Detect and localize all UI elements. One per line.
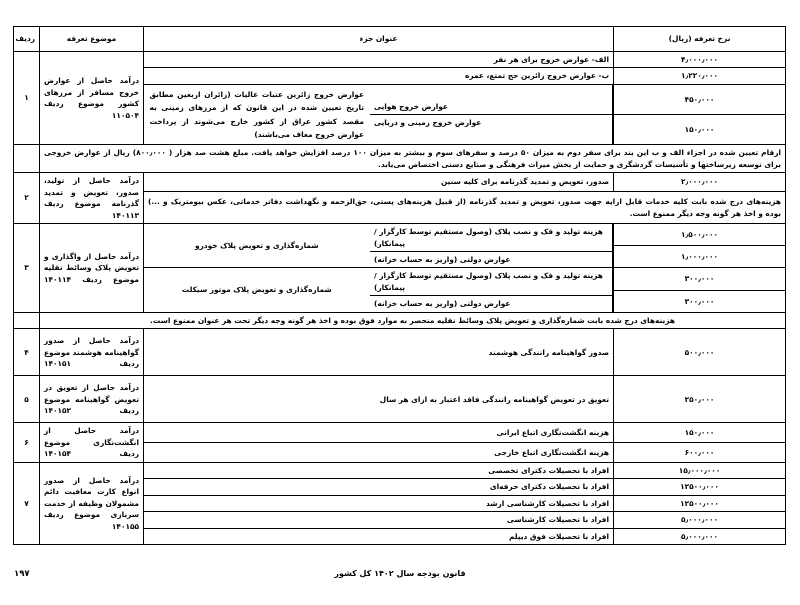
table-row (14, 224, 786, 246)
row-number-cell: ۵ (14, 376, 40, 423)
table-row (14, 423, 786, 443)
footer-page-number: ۱۹۷ (14, 569, 30, 579)
item-title-cell: هزینه انگشت‌نگاری اتباع خارجی (144, 443, 614, 463)
table-header (14, 27, 786, 52)
rate-cell: ۱٫۲۲۰٫۰۰۰ (614, 68, 786, 84)
rate-cell: ۲٫۰۰۰٫۰۰۰ (614, 173, 786, 192)
split-label: شماره‌گذاری و تعویض پلاک موتور سیکلت (181, 285, 332, 295)
row-note-cell: هزینه‌های درج شده بابت شماره‌گذاری و تعویض پلاک وسائط نقلیه منحصر به موارد فوق بوده و اخذ هر گونه وجه دیگر تحت هر عنوان ممنوع است. (40, 312, 786, 328)
split-container (144, 85, 614, 144)
split-container (144, 268, 614, 311)
split-subitem: هزینه تولید و فک و نصب پلاک (وصول مستقیم توسط کارگزار /پیمانکار) (374, 227, 603, 248)
rate-cell: ۱۵۰٫۰۰۰ (614, 115, 786, 145)
table-body (14, 52, 786, 545)
row-number-cell: ۱ (14, 52, 40, 145)
split-subitems (370, 268, 613, 311)
table-note-row (14, 312, 786, 328)
row-number-cell: ۷ (14, 462, 40, 544)
item-title-cell: افراد با تحصیلات فوق دیپلم (144, 528, 614, 544)
tariff-subject-cell: درآمد حاصل از عوارض خروج مسافر از مرزهای کشور موضوع ردیف ۱۱۰۵۰۴ (40, 52, 144, 145)
split-subitem: هزینه تولید و فک و نصب پلاک (وصول مستقیم توسط کارگزار /پیمانکار) (374, 271, 603, 292)
rate-cell: ۵۰۰٫۰۰۰ (614, 329, 786, 376)
item-title-cell: هزینه انگشت‌نگاری اتباع ایرانی (144, 423, 614, 443)
split-subitem: عوارض خروج هوایی (374, 101, 448, 111)
rate-cell: ۱۲۵۰۰٫۰۰۰ (614, 495, 786, 511)
item-title-split-cell (144, 224, 614, 268)
rate-cell: ۳۰۰٫۰۰۰ (614, 268, 786, 290)
split-label: عوارض خروج زائرین عتبات عالیات (زائران اربعین مطابق تاریخ تعیین شده در این قانون که از مرزهای زمینی به مقصد کشور عراق از کشور خارج می‌شوند از پرداخت عوارض خروج معاف می‌باشند) (149, 89, 364, 139)
table-row (14, 376, 786, 423)
split-row (144, 268, 613, 311)
split-row (144, 85, 613, 144)
row-number-cell: ۶ (14, 423, 40, 462)
item-title-split-cell (144, 84, 614, 144)
tariff-table (13, 26, 786, 545)
rate-cell: ۱۵٫۰۰۰٫۰۰۰ (614, 462, 786, 478)
item-title-cell: صدور گواهینامه رانندگی هوشمند (144, 329, 614, 376)
rate-cell: ۵٫۰۰۰٫۰۰۰ (614, 512, 786, 528)
rate-cell: ۳۰۰٫۰۰۰ (614, 290, 786, 312)
row-note-cell: هزینه‌های درج شده بابت کلیه خدمات قابل ارایه جهت صدور، تعویض و تمدید گذرنامه (از قبیل هزینه‌های پستی، حق‌الزحمه و نگهداشت دفاتر خدماتی، عکس بیومتریک و ...) بوده و اخذ هر گونه وجه دیگر ممنوع است. (144, 192, 786, 224)
split-row (144, 224, 613, 267)
row-note-spacer (14, 312, 40, 328)
column-header-item-title: عنوان جزء (144, 27, 614, 52)
row-number-cell: ۳ (14, 224, 40, 313)
header-row (14, 27, 786, 52)
column-header-row-number: ردیف (14, 27, 40, 52)
tariff-subject-cell: درآمد حاصل از واگذاری و تعویض پلاک وسائط نقلیه موضوع ردیف ۱۴۰۱۱۴ (40, 224, 144, 313)
item-title-split-cell (144, 268, 614, 312)
table-note-row (14, 145, 786, 173)
rate-cell: ۱٫۵۰۰٫۰۰۰ (614, 224, 786, 246)
item-title-cell: افراد با تحصیلات دکترای حرفه‌ای (144, 479, 614, 495)
split-container (144, 224, 614, 267)
split-subitem: عوارض دولتی (واریز به حساب خزانه) (370, 251, 612, 267)
item-title-cell: الف- عوارض خروج برای هر نفر (144, 52, 614, 68)
item-title-cell: افراد با تحصیلات کارشناسی (144, 512, 614, 528)
rate-cell: ۱۲۵۰۰٫۰۰۰ (614, 479, 786, 495)
split-subitems (370, 85, 613, 144)
page-footer (0, 569, 800, 585)
item-title-cell: صدور، تعویض و تمدید گذرنامه برای کلیه سنین (144, 173, 614, 192)
rate-cell: ۲۵۰٫۰۰۰ (614, 376, 786, 423)
row-number-cell: ۴ (14, 329, 40, 376)
split-subitem: عوارض خروج زمینی و دریایی (370, 114, 612, 130)
rate-cell: ۶۰۰٫۰۰۰ (614, 443, 786, 463)
rate-cell: ۱٫۰۰۰٫۰۰۰ (614, 246, 786, 268)
split-subitems (370, 224, 613, 267)
tariff-subject-cell: درآمد حاصل از صدور گواهینامه هوشمند موضوع ردیف ۱۴۰۱۵۱ (40, 329, 144, 376)
table-row (14, 52, 786, 68)
footer-law-title: قانون بودجه سال ۱۴۰۲ کل کشور (334, 569, 466, 578)
table-row (14, 329, 786, 376)
row-note-spacer (14, 145, 40, 173)
rate-cell: ۱۵۰٫۰۰۰ (614, 423, 786, 443)
rate-cell: ۵٫۰۰۰٫۰۰۰ (614, 528, 786, 544)
row-note-cell: ارقام تعیین شده در اجزاء الف و ب این بند برای سفر دوم به میزان ۵۰ درصد و سفرهای سوم و بیشتر به میزان ۱۰۰ درصد افزایش خواهد یافت. مبلغ هشت صد هزار ( ۸۰۰٫۰۰۰) ریال از عوارض خروجی برای توسعه زیرساختها و تأسیسات گردشگری و حمایت از بخش میراث فرهنگی و صنایع دستی اختصاص می‌یابد. (40, 145, 786, 173)
item-title-cell: ب- عوارض خروج زائرین حج تمتع، عمره (144, 68, 614, 84)
tariff-subject-cell: درآمد حاصل از تعویق در تعویض گواهینامه موضوع ردیف ۱۴۰۱۵۲ (40, 376, 144, 423)
split-subitem: عوارض دولتی (واریز به حساب خزانه) (370, 295, 612, 311)
row-number-cell: ۲ (14, 173, 40, 224)
tariff-subject-cell: درآمد حاصل از صدور انواع کارت معافیت دائم مشمولان وظیفه از خدمت سربازی موضوع ردیف ۱۴۰۱۵۵ (40, 462, 144, 544)
table-row (14, 462, 786, 478)
rate-cell: ۴٫۰۰۰٫۰۰۰ (614, 52, 786, 68)
split-label: شماره‌گذاری و تعویض پلاک خودرو (194, 241, 319, 251)
column-header-rate: نرخ تعرفه (ریال) (614, 27, 786, 52)
column-header-tariff-subject: موضوع تعرفه (40, 27, 144, 52)
item-title-cell: تعویق در تعویض گواهینامه رانندگی فاقد اعتبار به ازای هر سال (144, 376, 614, 423)
item-title-cell: افراد با تحصیلات کارشناسی ارشد (144, 495, 614, 511)
rate-cell: ۴۵۰٫۰۰۰ (614, 84, 786, 114)
tariff-subject-cell: درآمد حاصل از انگشت‌نگاری موضوع ردیف ۱۴۰۱۵۴ (40, 423, 144, 462)
item-title-cell: افراد با تحصیلات دکترای تخصصی (144, 462, 614, 478)
table-row (14, 173, 786, 192)
tariff-subject-cell: درآمد حاصل از تولید، صدور، تعویض و تمدید گذرنامه موضوع ردیف ۱۴۰۱۱۳ (40, 173, 144, 224)
